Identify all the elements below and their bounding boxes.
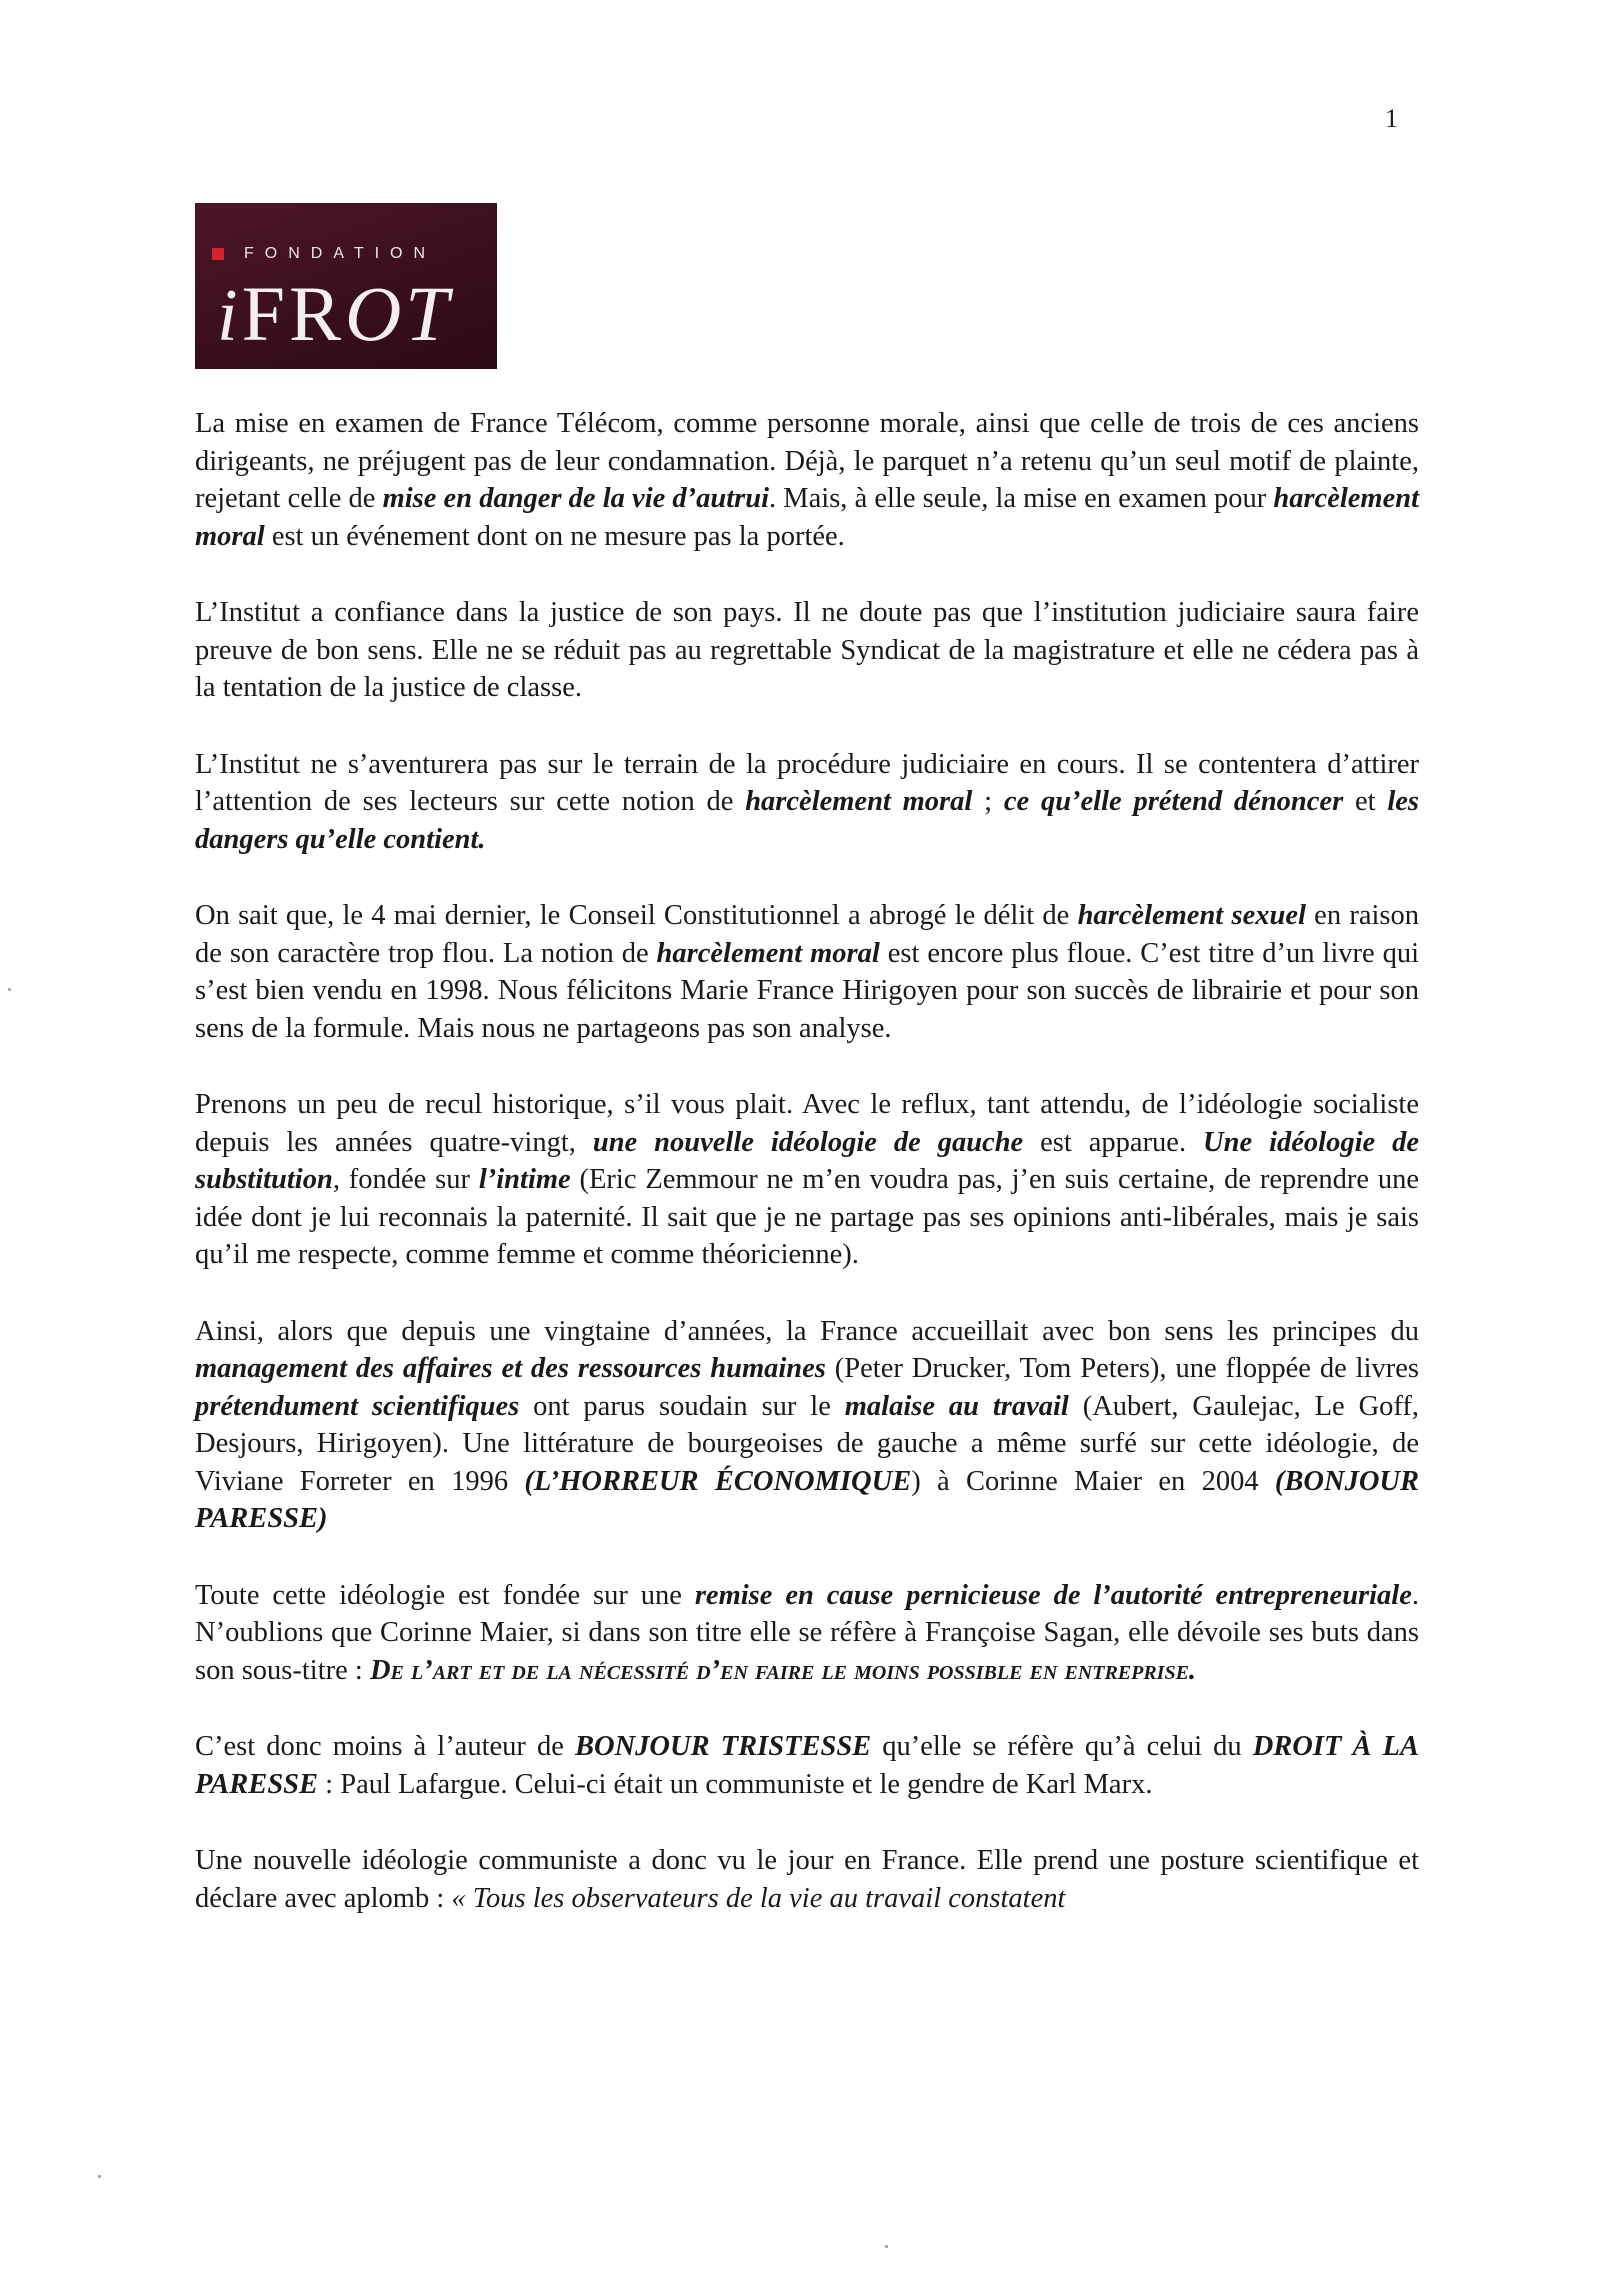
emphasis-text: (BONJOUR PARESSE) xyxy=(195,1465,1419,1534)
emphasis-text: remise en cause pernicieuse de l’autorité entrepreneuriale xyxy=(694,1579,1412,1611)
paragraph-5 xyxy=(195,1086,1419,1274)
emphasis-text: harcèlement sexuel xyxy=(1077,900,1306,931)
text-run: L’Institut a confiance dans la justice de son pays. Il ne doute pas que l’institution judiciaire saura faire preuve de bon sens. Elle ne se réduit pas au regrettable Syndicat de la magistrature et elle ne cédera pas à la tentation de la justice de classe. xyxy=(195,597,1419,703)
small-caps-title: De l’art et de la nécessité d’en faire le moins possible en entreprise. xyxy=(369,1654,1197,1686)
text-run: L’Institut ne s’aventurera pas sur le terrain de la procédure judiciaire en cours. Il se contentera d’attirer l’attention de ses lecteurs sur cette notion de xyxy=(195,748,1419,817)
page-number: 1 xyxy=(1385,104,1398,133)
text-run: (Aubert, Gaulejac, Le Goff, Desjours, Hirigoyen). Une littérature de bourgeoises de gauche a même surfé sur cette idéologie, de Viviane Forreter en 1996 xyxy=(195,1390,1419,1497)
emphasis-text: DROIT À LA PARESSE xyxy=(195,1731,1419,1800)
paragraph-7 xyxy=(195,1577,1419,1690)
logo-name-fr: FR xyxy=(241,270,345,357)
text-run: Prenons un peu de recul historique, s’il vous plait. Avec le reflux, tant attendu, de l’idéologie socialiste depuis les années quatre-vingt, xyxy=(195,1089,1419,1158)
paragraph-4 xyxy=(195,897,1419,1047)
emphasis-text: harcèlement moral xyxy=(195,483,1420,552)
italic-quote: « Tous les observateurs de la vie au travail constatent xyxy=(451,1882,1066,1914)
text-run: est apparue. xyxy=(1023,1126,1204,1158)
text-run: en raison de son caractère trop flou. La notion de xyxy=(195,900,1419,969)
text-run: , fondée sur xyxy=(332,1164,479,1195)
text-run: C’est donc moins à l’auteur de xyxy=(195,1731,575,1762)
text-run: ) à Corinne Maier en 2004 xyxy=(911,1465,1275,1497)
letter-body xyxy=(195,405,1419,1956)
paragraph-6 xyxy=(195,1313,1419,1538)
emphasis-text: harcèlement moral xyxy=(656,937,880,969)
text-run: La mise en examen de France Télécom, comme personne morale, ainsi que celle de trois de ces anciens dirigeants, ne préjugent pas de leur condamnation. Déjà, le parquet n’a retenu qu’un seul motif de plainte, rejetant celle de xyxy=(195,408,1419,514)
paragraph-3 xyxy=(195,746,1419,859)
text-run: ont parus soudain sur le xyxy=(519,1390,845,1422)
emphasis-text: ce qu’elle prétend dénoncer xyxy=(1003,786,1344,817)
text-run: On sait que, le 4 mai dernier, le Conseil Constitutionnel a abrogé le délit de xyxy=(195,900,1078,931)
text-run: (Eric Zemmour ne m’en voudra pas, j’en suis certaine, de reprendre une idée dont je lui reconnais la paternité. Il sait que je ne partage pas ses opinions anti-libérales, mais je sais qu’il me respecte, comme femme et comme théoricienne). xyxy=(195,1164,1419,1270)
scan-speck xyxy=(8,988,11,991)
text-run: . N’oublions que Corinne Maier, si dans son titre elle se réfère à Françoise Sagan, elle dévoile ses buts dans son sous-titre : xyxy=(195,1579,1419,1686)
paragraph-2 xyxy=(195,594,1419,707)
emphasis-text: une nouvelle idéologie de gauche xyxy=(592,1126,1024,1158)
emphasis-text: prétendument scientifiques xyxy=(195,1390,520,1422)
scan-speck xyxy=(98,2175,101,2178)
text-run: est encore plus floue. C’est titre d’un livre qui s’est bien vendu en 1998. Nous félicitons Marie France Hirigoyen pour son succès de librairie et pour son sens de la formule. Mais nous ne partageons pas son analyse. xyxy=(195,937,1419,1044)
logo-red-square xyxy=(212,248,224,260)
paragraph-8 xyxy=(195,1728,1419,1803)
text-run: et xyxy=(1343,786,1388,817)
text-run: Toute cette idéologie est fondée sur une xyxy=(195,1579,695,1611)
fondation-ifrot-logo xyxy=(195,203,497,369)
emphasis-text: (L’HORREUR ÉCONOMIQUE xyxy=(524,1465,912,1497)
emphasis-text: management des affaires et des ressources humaines xyxy=(195,1353,826,1384)
emphasis-text: malaise au travail xyxy=(844,1390,1069,1422)
text-run: Une nouvelle idéologie communiste a donc vu le jour en France. Elle prend une posture scientifique et déclare avec aplomb : xyxy=(195,1845,1419,1914)
text-run: qu’elle se réfère qu’à celui du xyxy=(871,1731,1253,1762)
emphasis-text: Une idéologie de substitution xyxy=(195,1126,1419,1195)
text-run: (Peter Drucker, Tom Peters), une floppée de livres xyxy=(825,1353,1420,1384)
emphasis-text: mise en danger de la vie d’autrui xyxy=(382,483,770,514)
logo-top-row xyxy=(212,245,436,263)
logo-fondation-text: FONDATION xyxy=(244,245,437,262)
emphasis-text: harcèlement moral xyxy=(745,786,973,817)
emphasis-text: les dangers qu’elle contient. xyxy=(195,786,1419,855)
text-run: est un événement dont on ne mesure pas la portée. xyxy=(264,520,845,552)
text-run: . Mais, à elle seule, la mise en examen pour xyxy=(769,483,1274,514)
emphasis-text: l’intime xyxy=(478,1164,571,1195)
text-run: Ainsi, alors que depuis une vingtaine d’années, la France accueillait avec bon sens les principes du xyxy=(195,1315,1419,1347)
emphasis-text: BONJOUR TRISTESSE xyxy=(575,1731,872,1762)
text-run: ; xyxy=(972,786,1004,817)
paragraph-9 xyxy=(195,1842,1419,1917)
scan-speck xyxy=(885,2245,888,2248)
logo-name-i: i xyxy=(217,275,242,357)
logo-name-ot: OT xyxy=(344,270,453,357)
logo-name xyxy=(217,269,453,359)
paragraph-1 xyxy=(195,405,1419,555)
text-run: : Paul Lafargue. Celui-ci était un communiste et le gendre de Karl Marx. xyxy=(318,1768,1153,1800)
